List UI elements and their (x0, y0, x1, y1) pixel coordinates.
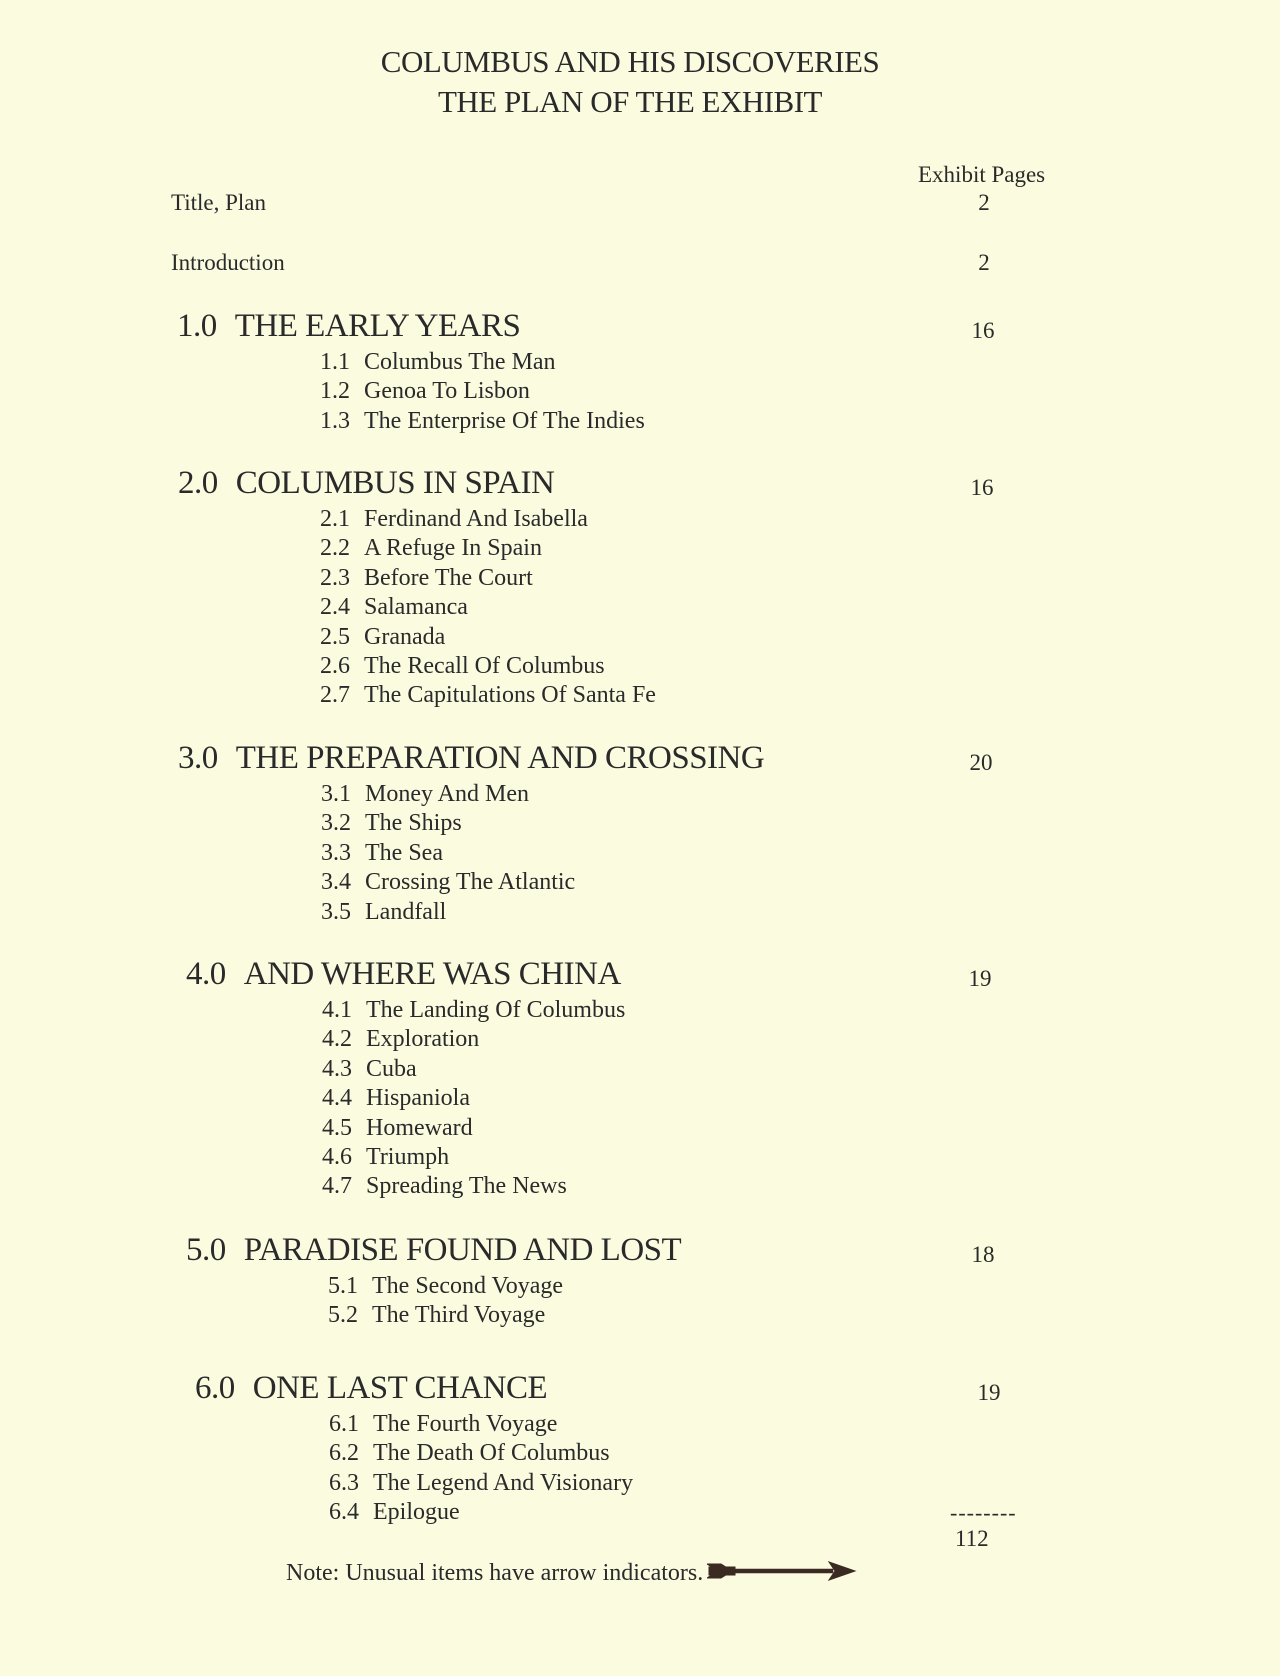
section-number: 5.0 (186, 1232, 226, 1268)
subsection-item (321, 809, 575, 838)
pages-column-header: Exhibit Pages (918, 162, 1046, 187)
subsection-label: Homeward (366, 1114, 473, 1141)
subsection-item (322, 1084, 625, 1113)
subsection-number: 4.5 (322, 1114, 352, 1141)
arrow-right-icon (707, 1558, 857, 1591)
subsection-label: Columbus The Man (364, 349, 556, 375)
section-pages: 19 (968, 966, 992, 991)
subsection-number: 4.3 (322, 1055, 352, 1082)
section-title: THE EARLY YEARS (234, 308, 521, 344)
subsection-item (328, 1272, 563, 1301)
total-rule: -------- (950, 1500, 1017, 1525)
subsection-label: Before The Court (364, 564, 533, 591)
subsection-number: 6.2 (329, 1440, 359, 1467)
subsection-label: The Sea (365, 839, 443, 866)
subsection-number: 4.1 (322, 997, 352, 1023)
subsection-item (320, 593, 656, 622)
subsection-label: Hispaniola (366, 1085, 470, 1112)
subsection-number: 6.4 (329, 1499, 359, 1526)
subsection-label: The Ships (365, 810, 462, 837)
subsection-number: 2.4 (320, 594, 350, 621)
subsection-item (322, 1172, 625, 1201)
subsection-item (322, 996, 625, 1025)
section-heading (195, 1370, 547, 1407)
subsection-list (321, 780, 575, 927)
subsection-list (329, 1410, 633, 1528)
subsection-item (320, 377, 645, 406)
subsection-number: 6.3 (329, 1469, 359, 1496)
section-title: PARADISE FOUND AND LOST (243, 1232, 682, 1268)
subsection-item (322, 1025, 625, 1054)
subsection-label: A Refuge In Spain (364, 535, 542, 562)
subsection-number: 2.3 (320, 564, 350, 591)
subsection-number: 4.6 (322, 1143, 352, 1170)
subsection-item (320, 348, 645, 377)
subsection-number: 2.2 (320, 535, 350, 562)
subsection-label: The Fourth Voyage (373, 1411, 558, 1437)
section-title: THE PREPARATION AND CROSSING (235, 740, 765, 776)
section-heading (177, 308, 520, 345)
subsection-list (320, 505, 656, 711)
subsection-list (320, 348, 645, 436)
subsection-label: The Legend And Visionary (373, 1469, 634, 1496)
document-subtitle: THE PLAN OF THE EXHIBIT (437, 84, 822, 119)
subsection-number: 2.6 (320, 652, 350, 679)
subsection-item (320, 407, 645, 436)
section-pages: 16 (970, 475, 994, 500)
subsection-item (320, 564, 656, 593)
subsection-number: 4.4 (322, 1085, 352, 1112)
subsection-number: 2.7 (320, 682, 350, 709)
subsection-list (322, 996, 625, 1202)
subsection-label: Landfall (365, 898, 447, 925)
section-title: ONE LAST CHANCE (252, 1370, 548, 1406)
footnote (286, 1556, 857, 1591)
subsection-number: 3.2 (321, 810, 351, 837)
subsection-item (322, 1055, 625, 1084)
section-number: 6.0 (195, 1370, 235, 1406)
front-matter-pages-introduction: 2 (978, 250, 990, 275)
subsection-label: The Landing Of Columbus (366, 997, 626, 1023)
subsection-item (329, 1410, 633, 1439)
section-pages: 19 (977, 1380, 1001, 1405)
subsection-label: Genoa To Lisbon (364, 378, 530, 405)
section-heading (186, 956, 621, 993)
subsection-label: Spreading The News (366, 1173, 567, 1200)
subsection-item (320, 505, 656, 534)
subsection-label: Triumph (366, 1143, 450, 1170)
section-heading (186, 1232, 681, 1269)
subsection-item (320, 623, 656, 652)
section-pages: 20 (969, 750, 993, 775)
subsection-label: The Recall Of Columbus (364, 652, 605, 679)
subsection-item (320, 681, 656, 710)
subsection-label: The Second Voyage (372, 1273, 564, 1299)
subsection-item (321, 780, 575, 809)
subsection-number: 6.1 (329, 1411, 359, 1437)
subsection-label: Crossing The Atlantic (365, 869, 576, 896)
section-number: 4.0 (186, 956, 226, 992)
subsection-item (320, 534, 656, 563)
subsection-item (322, 1143, 625, 1172)
front-matter-label-introduction: Introduction (171, 250, 285, 275)
subsection-item (321, 868, 575, 897)
subsection-item (328, 1301, 563, 1330)
subsection-label: The Third Voyage (372, 1302, 546, 1329)
section-heading (178, 740, 764, 777)
subsection-label: The Enterprise Of The Indies (364, 407, 645, 434)
subsection-item (322, 1114, 625, 1143)
subsection-label: The Death Of Columbus (373, 1440, 610, 1467)
subsection-list (328, 1272, 563, 1331)
section-number: 1.0 (177, 308, 217, 344)
subsection-number: 1.1 (320, 349, 350, 375)
section-heading (178, 465, 554, 502)
subsection-number: 3.1 (321, 781, 351, 807)
section-title: COLUMBUS IN SPAIN (235, 465, 555, 501)
subsection-label: Exploration (366, 1026, 480, 1053)
subsection-label: Epilogue (373, 1499, 460, 1526)
subsection-number: 4.7 (322, 1173, 352, 1200)
section-title: AND WHERE WAS CHINA (243, 956, 621, 992)
subsection-number: 1.3 (320, 407, 350, 434)
subsection-item (329, 1469, 633, 1498)
subsection-number: 5.2 (328, 1302, 358, 1329)
subsection-number: 1.2 (320, 378, 350, 405)
subsection-number: 2.1 (320, 506, 350, 532)
subsection-label: Ferdinand And Isabella (364, 506, 588, 532)
document-title: COLUMBUS AND HIS DISCOVERIES (380, 44, 880, 79)
subsection-label: Money And Men (365, 781, 529, 807)
subsection-number: 5.1 (328, 1273, 358, 1299)
subsection-item (321, 898, 575, 927)
subsection-item (329, 1439, 633, 1468)
footnote-text: Note: Unusual items have arrow indicators. (286, 1560, 704, 1586)
section-pages: 18 (971, 1242, 995, 1267)
section-number: 3.0 (178, 740, 218, 776)
subsection-number: 3.3 (321, 839, 351, 866)
subsection-number: 3.4 (321, 869, 351, 896)
section-number: 2.0 (178, 465, 218, 501)
subsection-label: Granada (364, 623, 446, 650)
subsection-label: The Capitulations Of Santa Fe (364, 682, 656, 709)
front-matter-pages-title-plan: 2 (978, 190, 990, 215)
subsection-item (329, 1498, 633, 1527)
section-pages: 16 (971, 318, 995, 343)
subsection-number: 4.2 (322, 1026, 352, 1053)
subsection-item (320, 652, 656, 681)
subsection-label: Salamanca (364, 594, 468, 621)
subsection-number: 2.5 (320, 623, 350, 650)
subsection-item (321, 839, 575, 868)
total-pages: 112 (955, 1526, 989, 1551)
subsection-label: Cuba (366, 1055, 417, 1082)
subsection-number: 3.5 (321, 898, 351, 925)
front-matter-label-title-plan: Title, Plan (171, 190, 267, 215)
